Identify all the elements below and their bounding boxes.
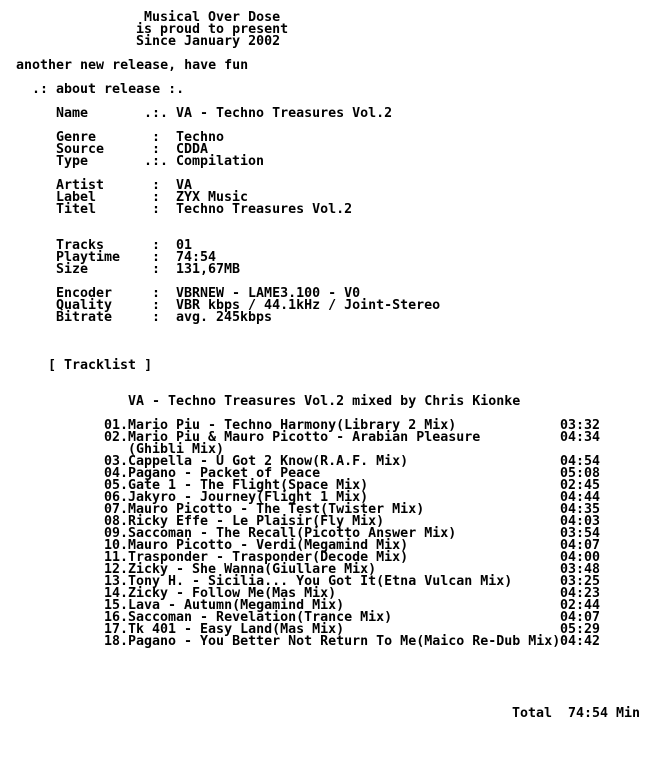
info-value: VBR kbps / 44.1kHz / Joint-Stereo — [176, 298, 441, 313]
track-title: Mario Piu & Mauro Picotto - Arabian Pleasure — [128, 430, 481, 445]
track-number: 17. — [104, 622, 129, 637]
info-sep: : — [152, 298, 161, 313]
info-label: Quality — [56, 298, 113, 313]
track-time: 05:29 — [560, 622, 601, 637]
track-number: 10. — [104, 538, 129, 553]
info-value: VA - Techno Treasures Vol.2 — [176, 106, 393, 121]
track-title: Gate 1 - The Flight(Space Mix) — [128, 478, 369, 493]
track-title: Saccoman - The Recall(Picotto Answer Mix) — [128, 526, 457, 541]
track-number: 02. — [104, 430, 129, 445]
track-number: 12. — [104, 562, 129, 577]
info-sep: : — [152, 238, 161, 253]
track-time: 04:07 — [560, 538, 601, 553]
info-value: CDDA — [176, 142, 209, 157]
track-title: Jakyro - Journey(Flight 1 Mix) — [128, 490, 369, 505]
track-title: Mauro Picotto - Verdi(Megamind Mix) — [128, 538, 409, 553]
track-title: Trasponder - Trasponder(Decode Mix) — [128, 550, 409, 565]
mix-title: VA - Techno Treasures Vol.2 mixed by Chris Kionke — [128, 394, 521, 409]
track-title: Mario Piu - Techno Harmony(Library 2 Mix) — [128, 418, 457, 433]
track-number: 07. — [104, 502, 129, 517]
track-time: 04:03 — [560, 514, 601, 529]
info-sep: : — [152, 250, 161, 265]
track-title: Zicky - She Wanna(Giullare Mix) — [128, 562, 377, 577]
info-value: avg. 245kbps — [176, 310, 273, 325]
info-value: Compilation — [176, 154, 265, 169]
track-time: 04:23 — [560, 586, 601, 601]
total-label: Total — [512, 706, 553, 721]
header-line-2: is proud to present — [136, 22, 289, 37]
track-number: 03. — [104, 454, 129, 469]
about-title: .: about release :. — [32, 82, 185, 97]
info-sep: : — [152, 286, 161, 301]
info-row-type — [56, 154, 265, 169]
info-value: Techno — [176, 130, 225, 145]
track-time: 04:00 — [560, 550, 601, 565]
track-number: 04. — [104, 466, 129, 481]
info-sep: .:. — [144, 154, 169, 169]
info-label: Bitrate — [56, 310, 113, 325]
track-title: Zicky - Follow Me(Mas Mix) — [128, 586, 337, 601]
track-number: 06. — [104, 490, 129, 505]
info-sep: : — [152, 190, 161, 205]
track-time: 02:45 — [560, 478, 601, 493]
info-label: Size — [56, 262, 89, 277]
header-line-3: Since January 2002 — [136, 34, 281, 49]
track-number: 01. — [104, 418, 129, 433]
info-value: 74:54 — [176, 250, 217, 265]
track-time: 02:44 — [560, 598, 601, 613]
track-row — [104, 634, 601, 649]
info-sep: : — [152, 178, 161, 193]
info-value: Techno Treasures Vol.2 — [176, 202, 353, 217]
track-number: 14. — [104, 586, 129, 601]
track-title: Tk 401 - Easy Land(Mas Mix) — [128, 622, 345, 637]
track-time: 04:44 — [560, 490, 601, 505]
track-title: Ricky Effe - Le Plaisir(Fly Mix) — [128, 514, 385, 529]
track-title: Saccoman - Revelation(Trance Mix) — [128, 610, 393, 625]
info-row-name — [56, 106, 393, 121]
track-time: 03:48 — [560, 562, 601, 577]
info-label: Artist — [56, 178, 105, 193]
info-label: Label — [56, 190, 97, 205]
track-title-continuation: (Ghibli Mix) — [128, 442, 225, 457]
track-time: 03:32 — [560, 418, 601, 433]
info-sep: : — [152, 202, 161, 217]
track-number: 05. — [104, 478, 129, 493]
track-time: 04:35 — [560, 502, 601, 517]
info-sep: : — [152, 262, 161, 277]
total-row — [512, 706, 641, 721]
info-sep: .:. — [144, 106, 169, 121]
info-row-size — [56, 262, 241, 277]
tagline: another new release, have fun — [16, 58, 249, 73]
track-time: 04:07 — [560, 610, 601, 625]
info-label: Source — [56, 142, 105, 157]
track-title: Pagano - You Better Not Return To Me(Maico Re-Dub Mix) — [128, 634, 561, 649]
track-time: 03:54 — [560, 526, 601, 541]
info-label: Name — [56, 106, 89, 121]
track-title: Tony H. - Sicilia... You Got It(Etna Vulcan Mix) — [128, 574, 513, 589]
track-number: 15. — [104, 598, 129, 613]
tracklist-title: [ Tracklist ] — [48, 358, 153, 373]
track-time: 04:42 — [560, 634, 601, 649]
info-value: ZYX Music — [176, 190, 249, 205]
info-value: 01 — [176, 238, 193, 253]
info-sep: : — [152, 130, 161, 145]
track-time: 05:08 — [560, 466, 601, 481]
info-sep: : — [152, 142, 161, 157]
track-time: 04:34 — [560, 430, 601, 445]
track-title: Mauro Picotto - The Test(Twister Mix) — [128, 502, 425, 517]
info-value: 131,67MB — [176, 262, 241, 277]
track-number: 16. — [104, 610, 129, 625]
info-row-titel — [56, 202, 353, 217]
header-line-1: Musical Over Dose — [144, 10, 281, 25]
track-title: Lava - Autumn(Megamind Mix) — [128, 598, 345, 613]
info-sep: : — [152, 310, 161, 325]
track-title: Cappella - U Got 2 Know(R.A.F. Mix) — [128, 454, 409, 469]
track-number: 08. — [104, 514, 129, 529]
info-value: VBRNEW - LAME3.100 - V0 — [176, 286, 361, 301]
track-time: 04:54 — [560, 454, 601, 469]
info-label: Genre — [56, 130, 97, 145]
info-label: Tracks — [56, 238, 105, 253]
track-time: 03:25 — [560, 574, 601, 589]
info-label: Playtime — [56, 250, 121, 265]
track-number: 18. — [104, 634, 129, 649]
total-value: 74:54 Min — [568, 706, 641, 721]
info-value: VA — [176, 178, 193, 193]
info-label: Type — [56, 154, 89, 169]
info-row-bitrate — [56, 310, 273, 325]
track-number: 13. — [104, 574, 129, 589]
info-label: Encoder — [56, 286, 113, 301]
info-label: Titel — [56, 202, 97, 217]
track-number: 09. — [104, 526, 129, 541]
track-number: 11. — [104, 550, 129, 565]
track-title: Pagano - Packet of Peace — [128, 466, 321, 481]
